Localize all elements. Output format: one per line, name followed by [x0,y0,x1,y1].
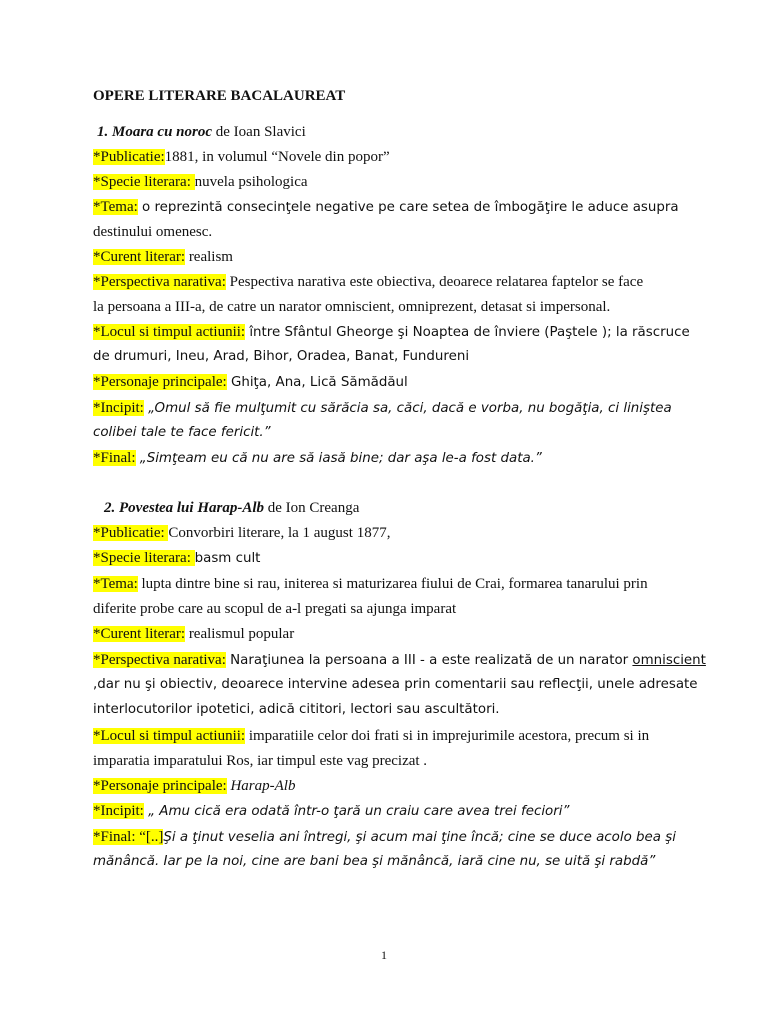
work1-perspectiva-cont: la persoana a III-a, de catre un narator omniscient, omniprezent, detasat si impersonal. [93,299,611,315]
work2-specie [93,548,260,569]
work1-publicatie [93,147,390,167]
tema-label: *Tema: [93,199,138,215]
publicatie-value: Convorbiri literare, la 1 august 1877, [168,525,391,541]
work1-curent [93,247,233,267]
work2-incipit [93,801,569,822]
work1-title: 1. Moara cu noroc [97,124,213,140]
work1-tema-cont: destinului omenesc. [93,224,213,240]
locul-value: imparatiile celor doi frati si in imprejurimile acestora, precum si in [245,728,650,744]
locul-value: între Sfântul Gheorge şi Noaptea de înviere (Paştele ); la răscruce [245,325,690,340]
work2-curent [93,624,294,644]
publicatie-value: 1881, in volumul “Novele din popor” [164,149,390,165]
curent-label: *Curent literar: [93,249,186,265]
work1-locul [93,322,690,343]
publicatie-label: *Publicatie: [93,149,165,165]
page-number: 1 [381,948,387,962]
perspectiva-label: *Perspectiva narativa: [93,652,226,668]
final-label: *Final: [93,450,136,466]
final-value: „Simţeam eu că nu are să iasă bine; dar aşa le-a fost data.” [135,451,542,466]
personaje-label: *Personaje principale: [93,374,227,390]
work1-final [93,448,542,469]
incipit-value: „ Amu cică era odată într-o ţară un craiu care avea trei feciori” [143,804,570,819]
work2-tema-cont: diferite probe care au scopul de a-l pregati sa ajunga imparat [93,601,457,617]
work2-perspectiva-cont2: interlocutorilor ipotetici, adică cititori, lectori sau ascultători. [93,702,500,717]
incipit-value: „Omul să fie mulţumit cu sărăcia sa, căci, dacă e vorba, nu bogăţia, ci liniştea [143,401,672,416]
personaje-value: Harap-Alb [226,778,296,794]
tema-value: lupta dintre bine si rau, initerea si maturizarea fiului de Crai, formarea tanarului prin [137,576,648,592]
work1-locul-cont: de drumuri, Ineu, Arad, Bihor, Oradea, Banat, Fundureni [93,349,470,364]
work2-perspectiva [93,650,706,671]
work2-final [93,827,676,848]
incipit-label: *Incipit: [93,803,144,819]
locul-label: *Locul si timpul actiunii: [93,728,246,744]
work1-perspectiva [93,272,643,292]
specie-label: *Specie literara: [93,550,195,566]
tema-value: o reprezintă consecinţele negative pe care setea de îmbogăţire le aduce asupra [137,200,679,215]
curent-value: realismul popular [185,626,295,642]
perspectiva-value: Naraţiunea la persoana a III - a este realizată de un narator [225,653,633,668]
curent-value: realism [185,249,233,265]
work1-author: de Ioan Slavici [212,124,306,140]
locul-label: *Locul si timpul actiunii: [93,324,246,340]
work2-heading [104,498,359,518]
work2-locul [93,726,649,746]
curent-label: *Curent literar: [93,626,186,642]
perspectiva-value: Pespectiva narativa este obiectiva, deoarece relatarea faptelor se face [225,274,644,290]
publicatie-label: *Publicatie: [93,525,169,541]
tema-label: *Tema: [93,576,138,592]
work1-specie [93,172,308,192]
personaje-label: *Personaje principale: [93,778,227,794]
work1-incipit-cont: colibei tale te face fericit.” [93,425,271,440]
work2-final-cont: mănâncă. Iar pe la noi, cine are bani bea şi mănâncă, iară cine nu, se uită şi rabdă” [93,854,656,869]
work1-tema [93,197,679,218]
specie-value: basm cult [194,551,261,566]
work2-author: de Ion Creanga [264,500,360,516]
work2-locul-cont: imparatia imparatului Ros, iar timpul este vag precizat . [93,753,428,769]
personaje-value: Ghiţa, Ana, Lică Sămădăul [226,375,408,390]
final-value: Şi a ţinut veselia ani întregi, şi acum mai ţine încă; cine se duce acolo bea şi [163,830,676,845]
document-title: OPERE LITERARE BACALAUREAT [93,88,346,104]
work2-perspectiva-cont: ,dar nu şi obiectiv, deoarece intervine adesea prin comentarii sau reflecţii, unele adresate [93,677,698,692]
perspectiva-label: *Perspectiva narativa: [93,274,226,290]
work2-title: 2. Povestea lui Harap-Alb [104,500,264,516]
work1-personaje [93,372,408,393]
final-label: *Final: “[..] [93,829,164,845]
specie-label: *Specie literara: [93,174,195,190]
incipit-label: *Incipit: [93,400,144,416]
work1-incipit [93,398,672,419]
work2-tema [93,574,648,594]
work2-publicatie [93,523,390,543]
specie-value: nuvela psihologica [194,174,308,190]
work1-heading [97,122,306,142]
work2-personaje [93,776,295,796]
perspectiva-underlined: omniscient [632,653,706,668]
